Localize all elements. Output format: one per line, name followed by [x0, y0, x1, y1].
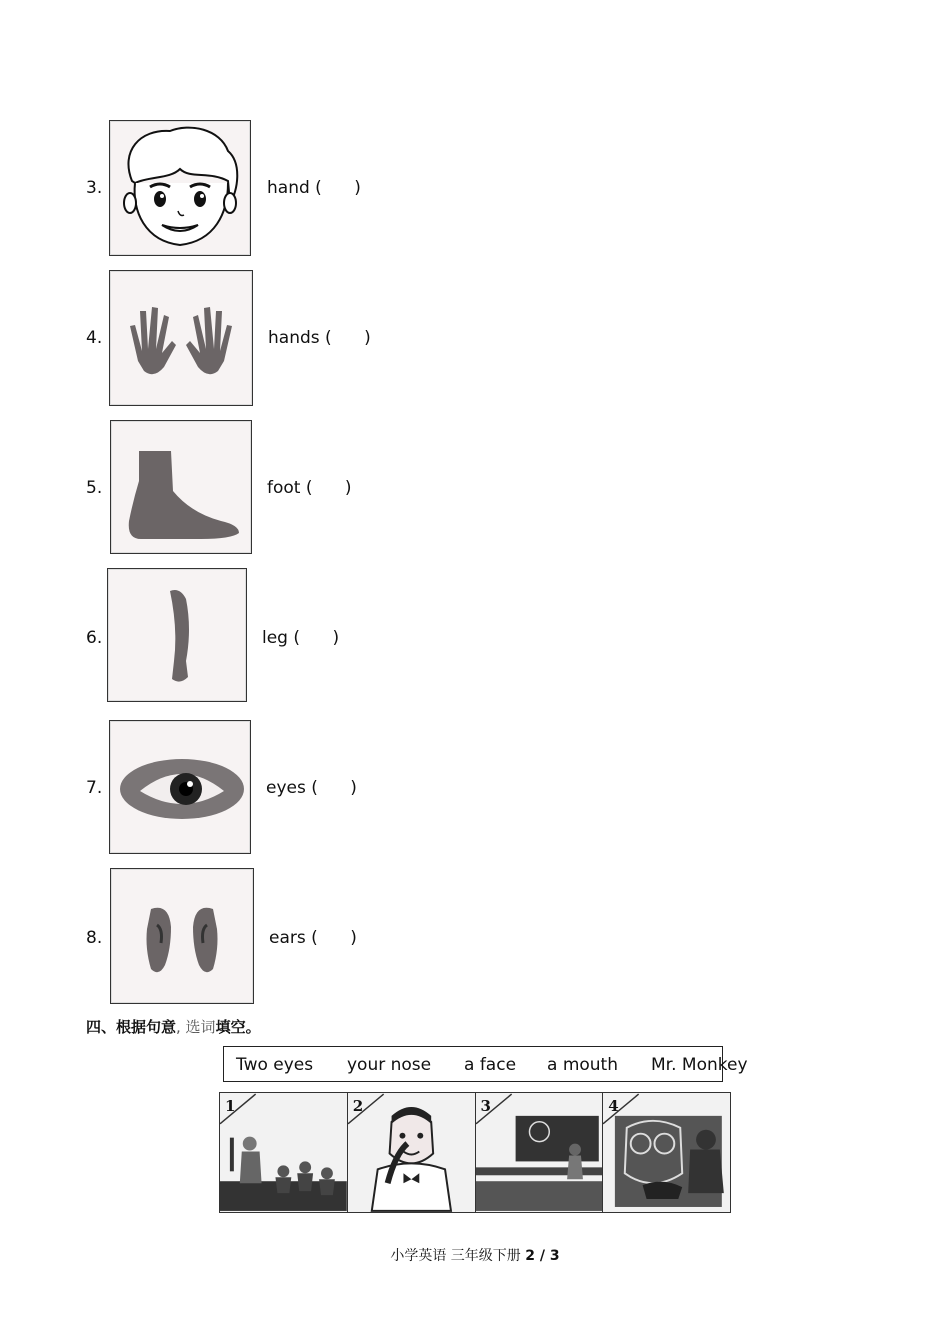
two-hands-icon — [109, 270, 253, 406]
item-row-5 — [0, 418, 950, 558]
item-number: 4. — [86, 328, 103, 348]
panel-number: 2 — [352, 1097, 364, 1115]
word-bank-item: a mouth — [547, 1055, 618, 1075]
picture-panel-1 — [220, 1093, 348, 1212]
page-footer: 小学英语 三年级下册 2 / 3 — [390, 1248, 560, 1264]
word-bank — [223, 1046, 748, 1082]
item-row-6 — [0, 568, 950, 708]
panel-number: 1 — [225, 1097, 236, 1115]
item-row-4 — [0, 268, 950, 408]
item-word: leg ( ) — [262, 628, 340, 648]
panel-number: 3 — [480, 1097, 491, 1115]
item-number: 3. — [86, 178, 103, 198]
section-title: 四、根据句意, 选词填空。 — [86, 1018, 261, 1036]
eye-icon — [109, 720, 251, 854]
item-number: 5. — [86, 478, 103, 498]
item-row-8 — [0, 868, 950, 1008]
item-word: ears ( ) — [269, 928, 357, 948]
picture-panel-2 — [348, 1093, 476, 1212]
word-bank-item: your nose — [347, 1055, 432, 1075]
word-bank-item: Mr. Monkey — [651, 1055, 748, 1075]
item-word: foot ( ) — [267, 478, 352, 498]
arm-icon — [107, 568, 247, 702]
item-row-7 — [0, 718, 950, 858]
picture-panel-3 — [476, 1093, 604, 1212]
picture-panel-4 — [603, 1093, 730, 1212]
word-bank-item: a face — [464, 1055, 517, 1075]
picture-strip — [219, 1092, 731, 1213]
item-row-3 — [0, 118, 950, 258]
item-word: hand ( ) — [267, 178, 361, 198]
item-number: 8. — [86, 928, 103, 948]
boy-face-icon — [109, 120, 251, 256]
word-bank-item: Two eyes — [236, 1055, 314, 1075]
item-word: hands ( ) — [268, 328, 371, 348]
panel-number: 4 — [608, 1097, 619, 1115]
foot-icon — [110, 420, 252, 554]
item-number: 6. — [86, 628, 103, 648]
item-word: eyes ( ) — [266, 778, 357, 798]
item-number: 7. — [86, 778, 103, 798]
two-ears-icon — [110, 868, 254, 1004]
